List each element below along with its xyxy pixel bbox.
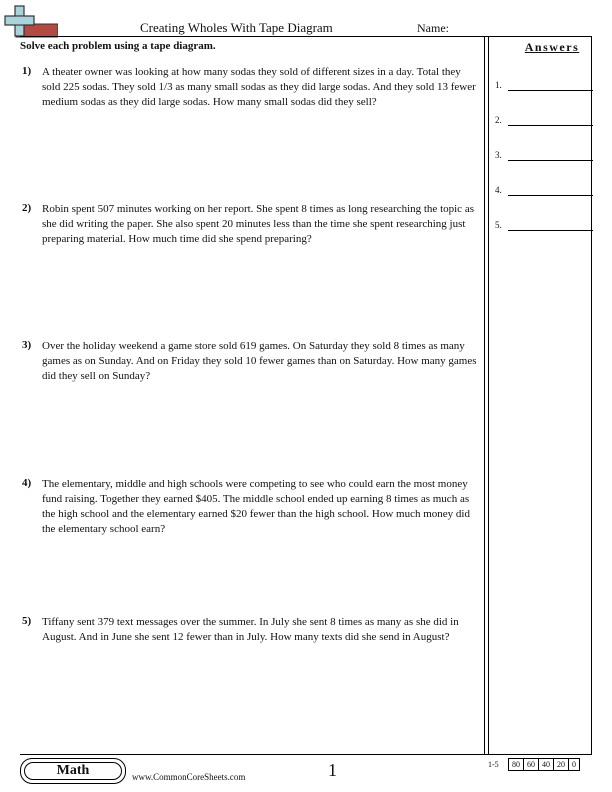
plus-sign-logo-icon [4,4,58,40]
footer-rule [20,754,592,755]
math-logo-label: Math [24,762,122,780]
problem-number: 1) [22,65,32,77]
page-number: 1 [328,760,337,780]
answers-title: Answers [524,40,580,54]
problem-number: 5) [22,615,32,627]
problem-text: Tiffany sent 379 text messages over the summer. In July she sent 8 times as many as she did in August. And in June she sent 12 fewer than in July. How many texts did she send in August? [42,616,459,643]
column-divider-left [484,36,485,754]
problem-number: 3) [22,339,32,351]
answer-row-4 [495,185,595,199]
answer-row-5 [495,220,595,234]
answer-row-2 [495,115,595,129]
answer-line-3[interactable] [508,160,593,161]
answer-number: 1. [495,80,502,90]
problem-number: 4) [22,477,32,489]
problem-text: The elementary, middle and high schools were competing to see who could earn the most money fund raising. Together they earned $405. The middle school ended up earning 8 times as much as the high school and the elementary earned $20 fewer than the high school. How much money did the elementary school earn? [42,478,470,535]
score-cell: 40 [538,759,553,770]
answer-number: 5. [495,220,502,230]
name-label: Name: [417,21,449,35]
answer-number: 3. [495,150,502,160]
score-cell: 60 [523,759,538,770]
answer-line-2[interactable] [508,125,593,126]
answer-line-4[interactable] [508,195,593,196]
site-url: www.CommonCoreSheets.com [132,772,246,782]
score-cell: 0 [568,759,579,770]
problem-number: 2) [22,202,32,214]
problem-text: Robin spent 507 minutes working on her report. She spent 8 times as long researching the topic as she did writing the paper. She also spent 20 minutes less than the time she spent researching just preparing material. How much time did she spend preparing? [42,203,474,245]
answer-line-5[interactable] [508,230,593,231]
math-logo [20,758,126,784]
score-table [508,758,580,771]
answer-number: 2. [495,115,502,125]
score-cell: 80 [512,760,520,769]
column-divider-right [488,36,489,754]
instructions: Solve each problem using a tape diagram. [20,40,216,52]
page-title: Creating Wholes With Tape Diagram [140,20,333,35]
answer-row-3 [495,150,595,164]
problem-text: A theater owner was looking at how many sodas they sold of different sizes in a day. Total they sold 225 sodas. They sold 1/3 as many small sodas as they did large sodas. And they sold 13 fewer medium sodas as they did large sodas. How many small sodas did they sell? [42,66,476,108]
header-rule [20,36,592,37]
page-border-right [591,36,592,754]
problem-text: Over the holiday weekend a game store sold 619 games. On Saturday they sold 8 times as many games as on Sunday. And on Friday they sold 10 fewer games than on Saturday. How many games did they sell on Sunday? [42,340,477,382]
answer-line-1[interactable] [508,90,593,91]
score-cell: 20 [553,759,568,770]
answer-number: 4. [495,185,502,195]
answer-row-1 [495,80,595,94]
score-range-label: 1-5 [488,760,499,769]
